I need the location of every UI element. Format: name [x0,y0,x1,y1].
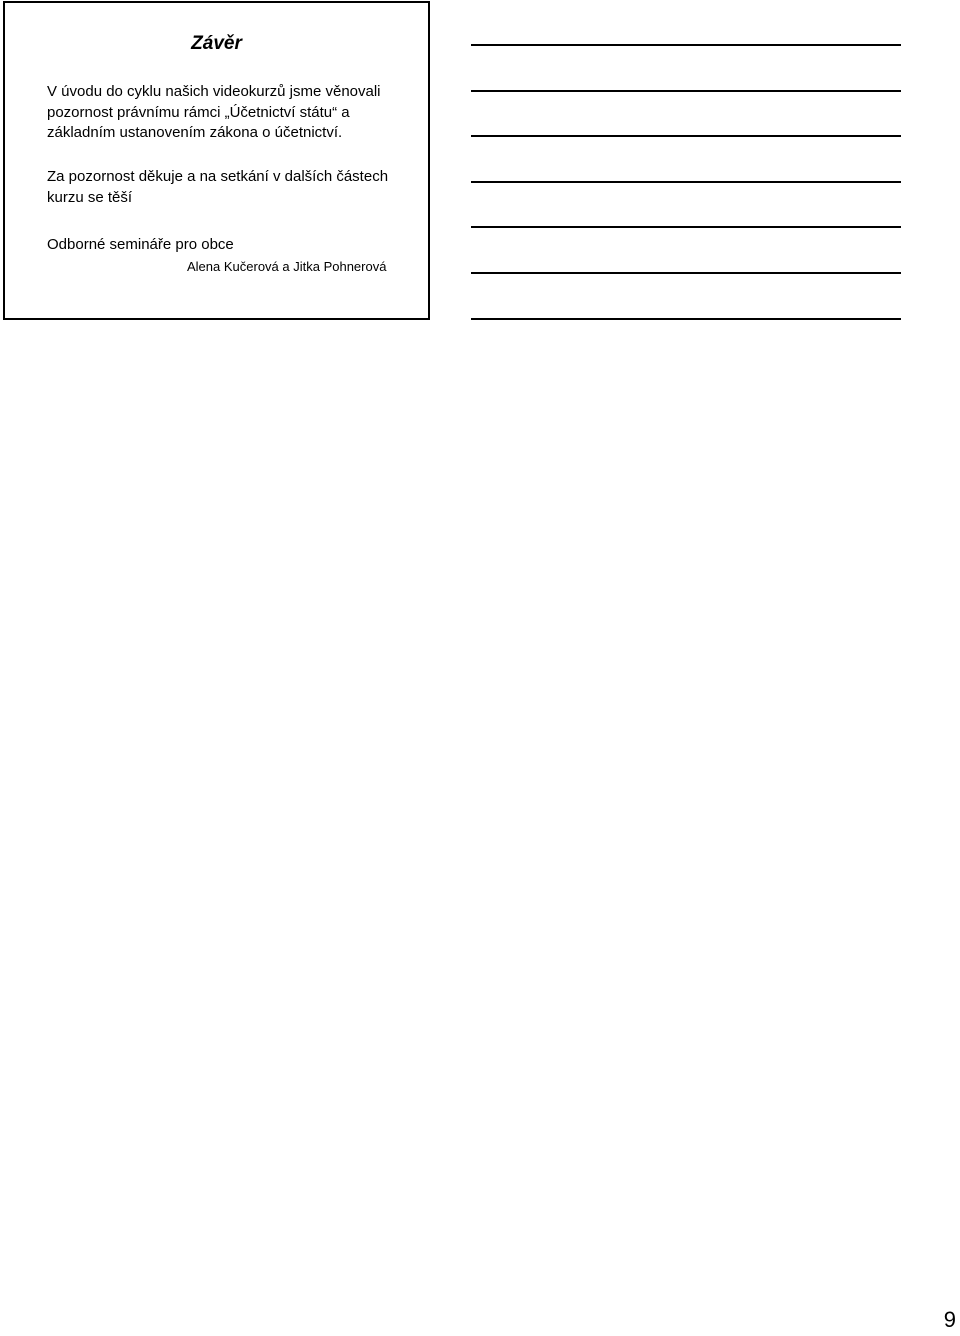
note-line [471,135,901,137]
slide-paragraph-thanks: Za pozornost děkuje a na setkání v dalších částech kurzu se těší [47,168,389,206]
note-line [471,226,901,228]
notes-lines-area [471,0,901,330]
slide-authors: Alena Kučerová a Jitka Pohnerová [187,259,387,274]
note-line [471,181,901,183]
note-line [471,272,901,274]
slide-paragraph-intro: V úvodu do cyklu našich videokurzů jsme věnovali pozornost právnímu rámci „Účetnictví státu“ a základním ustanovením zákona o účetnictví. [47,83,381,141]
slide-title: Závěr [191,33,242,54]
page-number: 9 [943,1307,956,1332]
note-line [471,44,901,46]
note-line [471,90,901,92]
note-line [471,318,901,320]
slide-frame [3,1,430,320]
slide-organization: Odborné semináře pro obce [47,236,234,253]
